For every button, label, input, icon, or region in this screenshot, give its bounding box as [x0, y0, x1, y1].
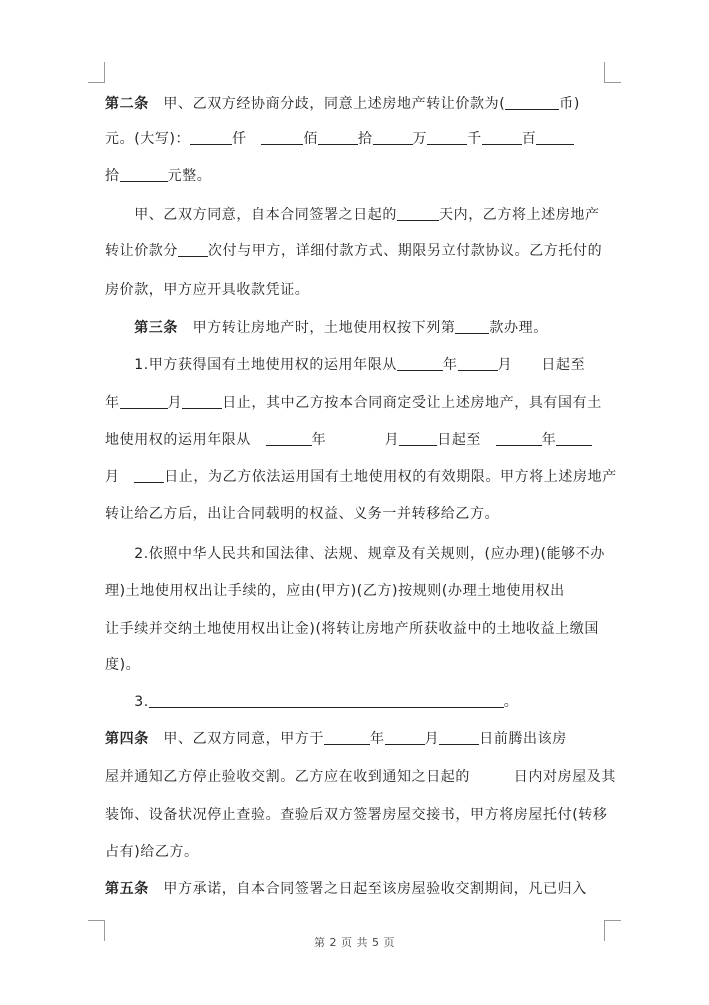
- article-heading: 第五条: [105, 881, 149, 897]
- text-line: [105, 842, 605, 862]
- fill-in-blank: [324, 730, 370, 745]
- text-run: 仟: [232, 131, 262, 147]
- text-run: 1.甲方获得国有土地使用权的运用年限从: [105, 357, 397, 373]
- text-run: 年: [541, 432, 557, 448]
- text-line: [105, 94, 605, 114]
- text-run: 2.依照中华人民共和国法律、法规、规章及有关规则，(应办理)(能够不办: [105, 546, 605, 562]
- text-run: 天内，乙方将上述房地产: [439, 207, 600, 223]
- text-run: 拾: [105, 168, 120, 184]
- text-run: 币): [559, 96, 580, 112]
- text-run: 月 日起至: [497, 357, 586, 373]
- text-line: [105, 241, 605, 261]
- fill-in-blank: [482, 130, 522, 145]
- text-line: [105, 544, 605, 564]
- text-line: [105, 166, 605, 186]
- text-run: 日起至: [437, 432, 496, 448]
- text-line: [105, 467, 617, 487]
- fill-in-blank: [397, 356, 443, 371]
- fill-in-blank: [397, 206, 439, 221]
- text-run: 月: [105, 469, 135, 485]
- text-run: 装饰、设备状况停止查验。查验后双方签署房屋交接书，甲方将房屋托付(转移: [105, 807, 608, 823]
- text-run: 年: [370, 731, 385, 747]
- text-line: [105, 805, 608, 825]
- text-line: [105, 355, 605, 375]
- text-run: 地使用权的运用年限从: [105, 432, 266, 448]
- text-run: [105, 320, 134, 336]
- fill-in-blank: [458, 356, 498, 371]
- text-run: 3.: [105, 694, 149, 710]
- text-run: 拾: [357, 131, 373, 147]
- text-run: 元。(大写)：: [105, 131, 191, 147]
- fill-in-blank: [556, 431, 592, 446]
- text-line: [105, 692, 605, 712]
- text-run: 百: [521, 131, 537, 147]
- fill-in-blank: [427, 130, 467, 145]
- fill-in-blank: [190, 130, 232, 145]
- text-run: 屋并通知乙方停止验收交割。乙方应在收到通知之日起的 日内对房屋及其: [105, 769, 616, 785]
- text-line: [105, 129, 605, 149]
- text-line: [105, 619, 605, 639]
- text-run: 年: [105, 395, 120, 411]
- text-line: [105, 729, 605, 749]
- text-run: 度)。: [105, 657, 141, 673]
- text-run: 年: [442, 357, 458, 373]
- text-line: [105, 581, 605, 601]
- text-run: 房价款，甲方应开具收款凭证。: [105, 282, 310, 298]
- article-heading: 第四条: [105, 731, 149, 747]
- fill-in-blank: [178, 242, 208, 257]
- text-run: 甲、乙双方经协商分歧，同意上述房地产转让价款为(: [148, 96, 506, 112]
- fill-in-blank: [399, 431, 437, 446]
- fill-in-blank: [536, 130, 574, 145]
- text-run: 佰: [303, 131, 318, 147]
- text-run: 年 月: [311, 432, 400, 448]
- text-run: 日前腾出该房: [479, 731, 567, 747]
- article-heading: 第二条: [105, 96, 149, 112]
- fill-in-blank: [505, 95, 559, 110]
- article-heading: 第三条: [134, 320, 179, 336]
- text-run: 甲、乙双方同意，甲方于: [148, 731, 325, 747]
- fill-in-blank: [261, 130, 303, 145]
- text-line: [105, 280, 605, 300]
- text-run: 甲、乙双方同意，自本合同签署之日起的: [105, 207, 397, 223]
- text-line: [105, 879, 605, 899]
- text-run: 甲方承诺，自本合同签署之日起至该房屋验收交割期间，凡已归入: [148, 881, 587, 897]
- text-line: [105, 393, 605, 413]
- text-run: 。: [503, 694, 519, 710]
- text-line: [105, 318, 605, 338]
- text-run: 转让价款分: [105, 243, 178, 259]
- text-run: 月: [424, 731, 440, 747]
- page-footer: 第 2 页 共 5 页: [314, 936, 395, 949]
- text-run: 让手续并交纳土地使用权出让金)(将转让房地产所获收益中的土地收益上缴国: [105, 621, 599, 637]
- text-run: 占有)给乙方。: [105, 844, 199, 860]
- fill-in-blank: [439, 730, 479, 745]
- fill-in-blank: [496, 431, 542, 446]
- text-line: [105, 767, 616, 787]
- fill-in-blank: [120, 394, 168, 409]
- fill-in-blank: [455, 319, 489, 334]
- text-run: 日止，为乙方依法运用国有土地使用权的有效期限。甲方将上述房地产: [164, 469, 617, 485]
- fill-in-blank: [149, 693, 504, 708]
- fill-in-blank: [134, 468, 164, 483]
- text-run: 千: [467, 131, 482, 147]
- text-run: 日止，其中乙方按本合同商定受让上述房地产，具有国有土: [222, 395, 602, 411]
- text-line: [105, 205, 605, 225]
- text-run: 月: [167, 395, 183, 411]
- fill-in-blank: [120, 167, 168, 182]
- fill-in-blank: [182, 394, 222, 409]
- text-line: [105, 504, 605, 524]
- text-run: 次付与甲方，详细付款方式、期限另立付款协议。乙方托付的: [208, 243, 603, 259]
- fill-in-blank: [266, 431, 312, 446]
- text-run: 款办理。: [489, 320, 548, 336]
- fill-in-blank: [373, 130, 413, 145]
- text-run: 元整。: [167, 168, 212, 184]
- fill-in-blank: [318, 130, 358, 145]
- text-run: 转让给乙方后，出让合同载明的权益、义务一并转移给乙方。: [105, 506, 500, 522]
- corner-mark-top-right: [604, 62, 621, 83]
- text-run: 万: [412, 131, 428, 147]
- text-line: [105, 430, 605, 450]
- text-line: [105, 655, 605, 675]
- text-run: 理)土地使用权出让手续的，应由(甲方)(乙方)按规则(办理土地使用权出: [105, 583, 565, 599]
- corner-mark-top-left: [88, 62, 105, 83]
- fill-in-blank: [385, 730, 425, 745]
- text-run: 甲方转让房地产时，土地使用权按下列第: [178, 320, 456, 336]
